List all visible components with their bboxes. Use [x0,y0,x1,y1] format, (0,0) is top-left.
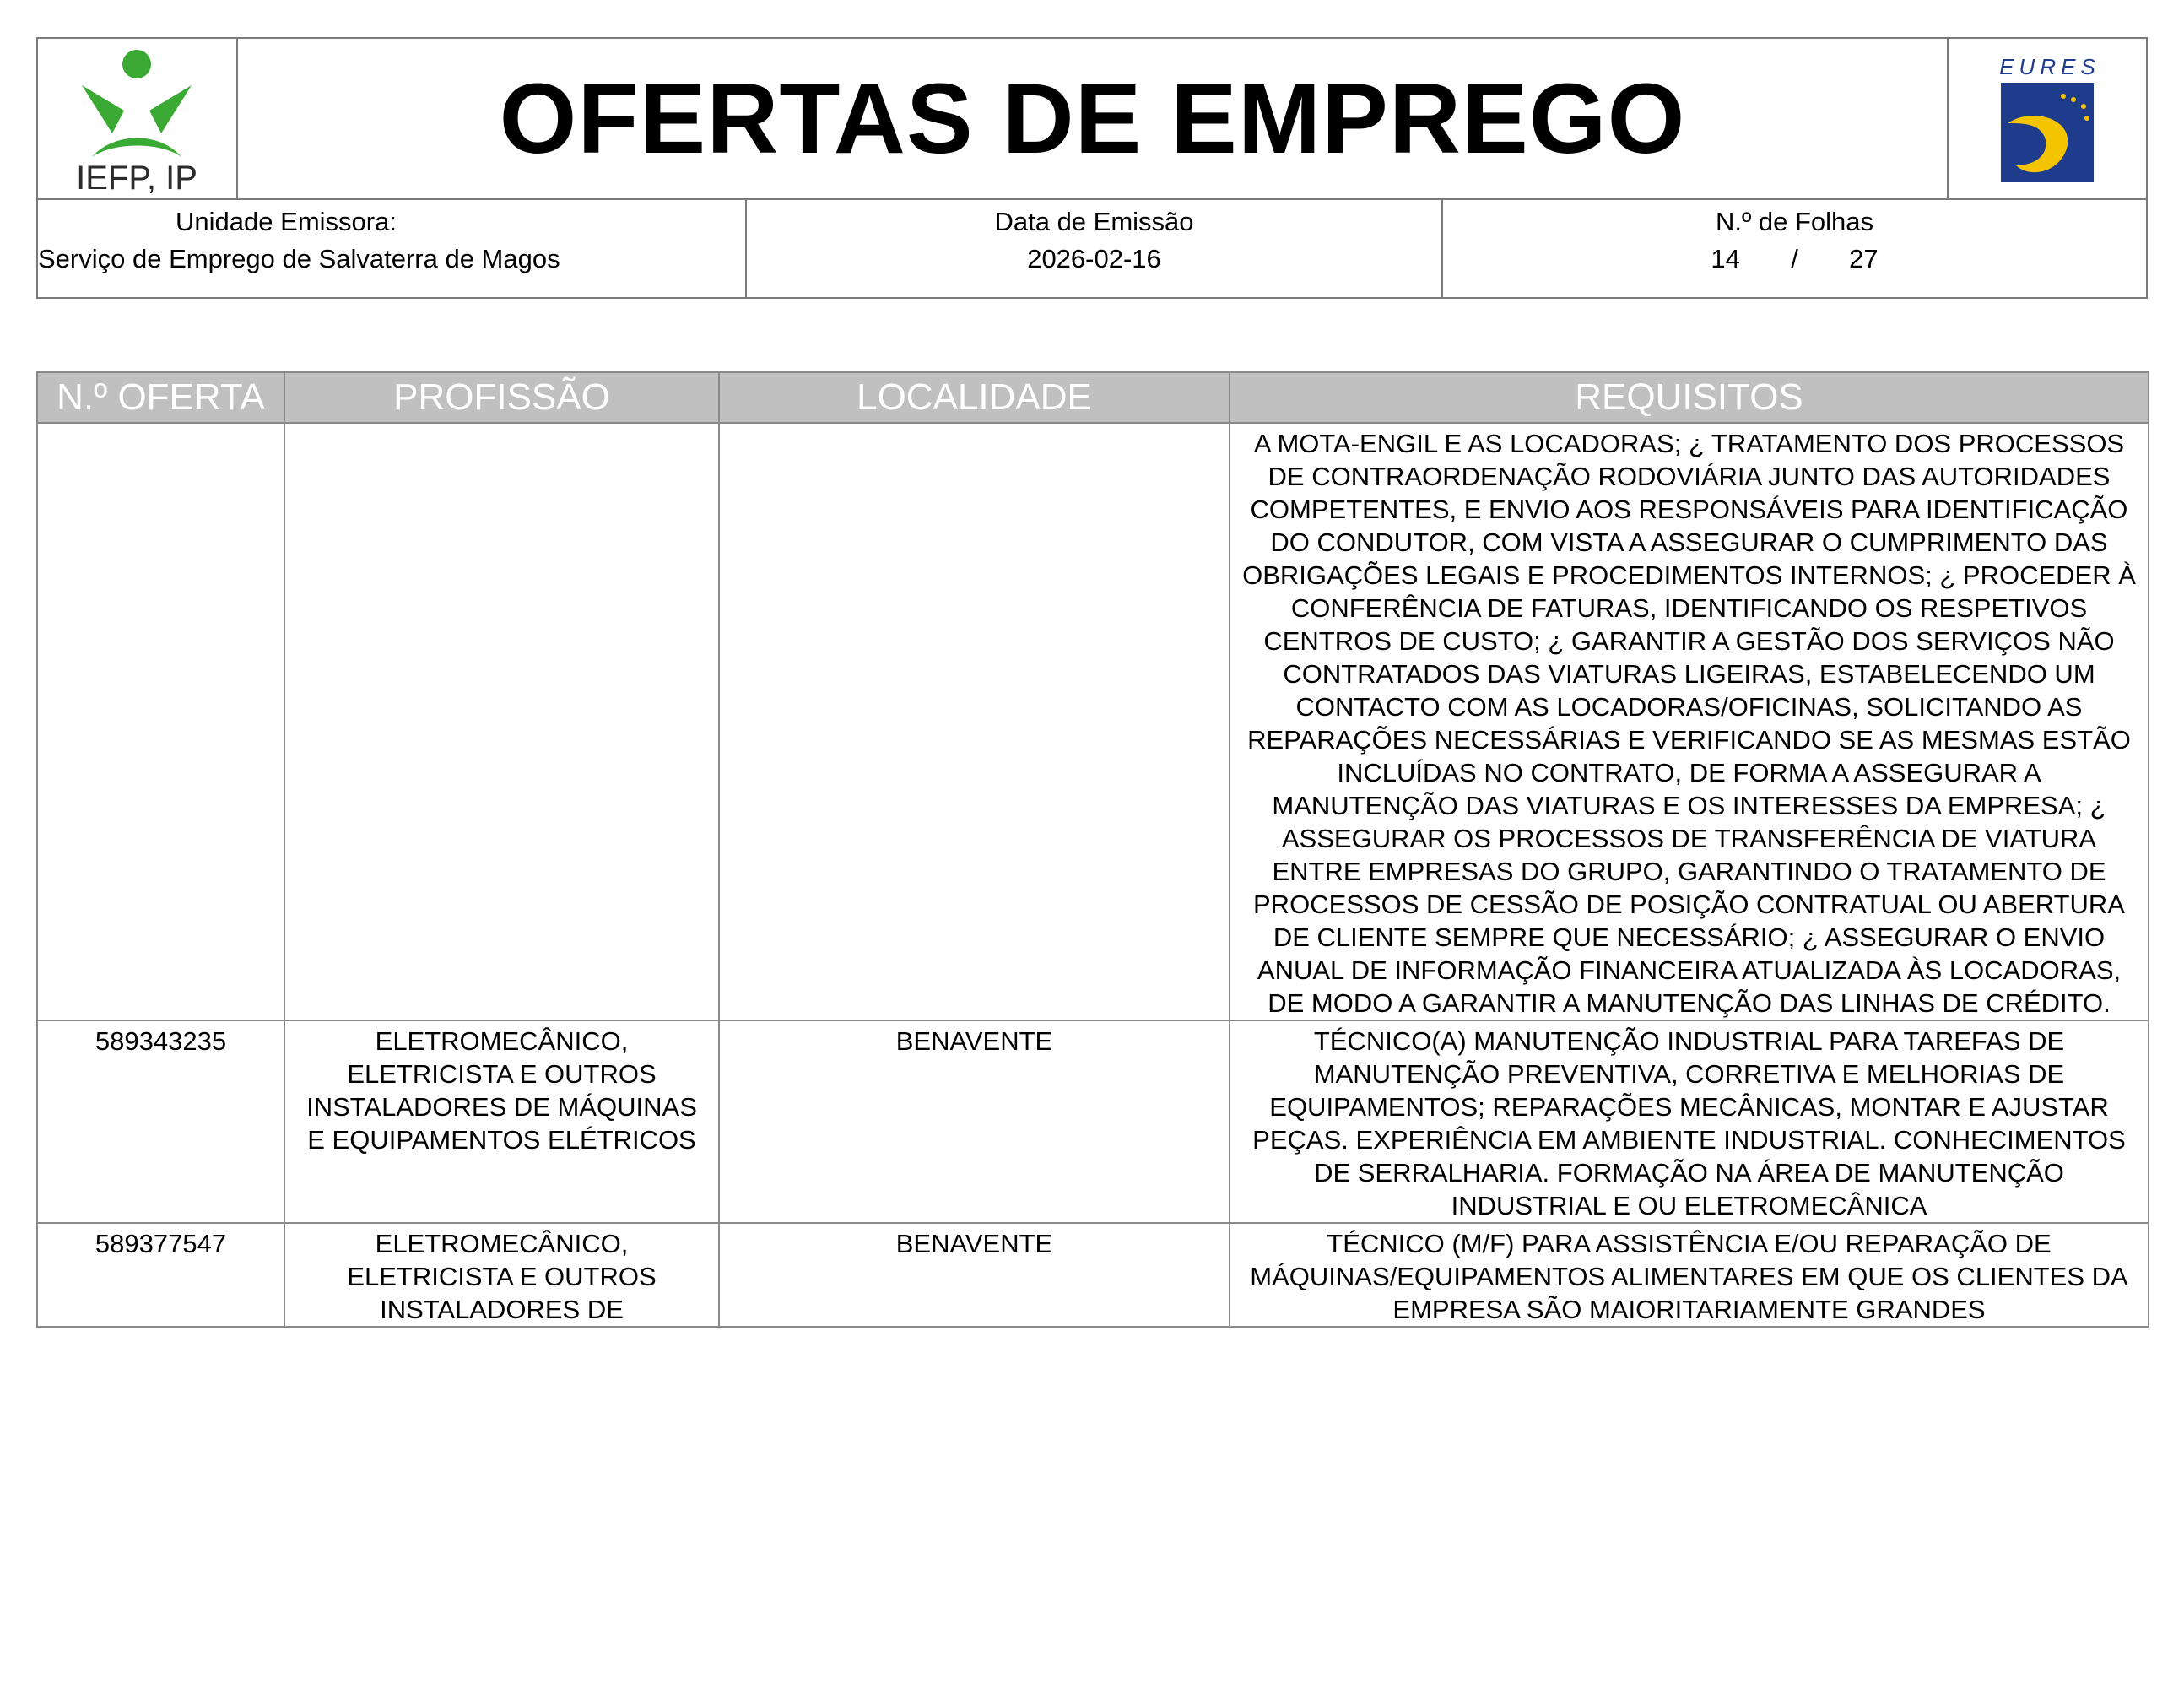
table-row [37,1020,2149,1223]
sheets-cell [1443,200,2146,297]
col-header-profession: PROFISSÃO [284,372,719,423]
offer-number: 589343235 [37,1020,284,1223]
profession: ELETROMECÂNICO, ELETRICISTA E OUTROS INSTALADORES DE MÁQUINAS E EQUIPAMENTOS ELÉTRICOS [284,1020,719,1223]
col-header-locality: LOCALIDADE [719,372,1230,423]
header-top-row [38,39,2146,200]
document-header [36,37,2148,299]
requirements: TÉCNICO (M/F) PARA ASSISTÊNCIA E/OU REPARAÇÃO DE MÁQUINAS/EQUIPAMENTOS ALIMENTARES EM QUE OS CLIENTES DA EMPRESA SÃO MAIORITARIAMENTE GRANDES [1230,1223,2149,1327]
table-header-row [37,372,2149,423]
svg-text:EURES: EURES [1999,54,2100,79]
issuing-unit-value: Serviço de Emprego de Salvaterra de Magos [38,244,560,273]
sheets-label: N.º de Folhas [1715,207,1874,236]
locality: BENAVENTE [719,1223,1230,1327]
iefp-logo-icon [38,39,235,198]
offer-number [37,423,284,1020]
sheets-value: 14 / 27 [1711,244,1879,273]
table-row [37,423,2149,1020]
col-header-offer: N.º OFERTA [37,372,284,423]
issuing-unit-label: Unidade Emissora: [176,207,397,236]
issuing-unit-cell [38,200,747,297]
header-info-row [38,200,2146,297]
offer-number: 589377547 [37,1223,284,1327]
eures-logo-icon [1949,39,2144,198]
job-offers-table [36,371,2149,1328]
table-row [37,1223,2149,1327]
requirements: TÉCNICO(A) MANUTENÇÃO INDUSTRIAL PARA TAREFAS DE MANUTENÇÃO PREVENTIVA, CORRETIVA E MELHORIAS DE EQUIPAMENTOS; REPARAÇÕES MECÂNICAS, MONTAR E AJUSTAR PEÇAS. EXPERIÊNCIA EM AMBIENTE INDUSTRIAL. CONHECIMENTOS DE SERRALHARIA. FORMAÇÃO NA ÁREA DE MANUTENÇÃO INDUSTRIAL E OU ELETROMECÂNICA [1230,1020,2149,1223]
locality: BENAVENTE [719,1020,1230,1223]
issue-date-label: Data de Emissão [994,207,1194,236]
title-cell [238,39,1947,198]
profession [284,423,719,1020]
issue-date-value: 2026-02-16 [1027,244,1161,273]
profession: ELETROMECÂNICO, ELETRICISTA E OUTROS INSTALADORES DE [284,1223,719,1327]
iefp-logo [38,39,238,198]
eures-logo [1947,39,2146,198]
svg-text:IEFP, IP: IEFP, IP [76,160,197,197]
requirements: A MOTA-ENGIL E AS LOCADORAS; ¿ TRATAMENTO DOS PROCESSOS DE CONTRAORDENAÇÃO RODOVIÁRIA JUNTO DAS AUTORIDADES COMPETENTES, E ENVIO AOS RESPONSÁVEIS PARA IDENTIFICAÇÃO DO CONDUTOR, COM VISTA A ASSEGURAR O CUMPRIMENTO DAS OBRIGAÇÕES LEGAIS E PROCEDIMENTOS INTERNOS; ¿ PROCEDER À CONFERÊNCIA DE FATURAS, IDENTIFICANDO OS RESPETIVOS CENTROS DE CUSTO; ¿ GARANTIR A GESTÃO DOS SERVIÇOS NÃO CONTRATADOS DAS VIATURAS LIGEIRAS, ESTABELECENDO UM CONTACTO COM AS LOCADORAS/OFICINAS, SOLICITANDO AS REPARAÇÕES NECESSÁRIAS E VERIFICANDO SE AS MESMAS ESTÃO INCLUÍDAS NO CONTRATO, DE FORMA A ASSEGURAR A MANUTENÇÃO DAS VIATURAS E OS INTERESSES DA EMPRESA; ¿ ASSEGURAR OS PROCESSOS DE TRANSFERÊNCIA DE VIATURA ENTRE EMPRESAS DO GRUPO, GARANTINDO O TRATAMENTO DE PROCESSOS DE CESSÃO DE POSIÇÃO CONTRATUAL OU ABERTURA DE CLIENTE SEMPRE QUE NECESSÁRIO; ¿ ASSEGURAR O ENVIO ANUAL DE INFORMAÇÃO FINANCEIRA ATUALIZADA ÀS LOCADORAS, DE MODO A GARANTIR A MANUTENÇÃO DAS LINHAS DE CRÉDITO. [1230,423,2149,1020]
issue-date-cell [747,200,1443,297]
locality [719,423,1230,1020]
col-header-requirements: REQUISITOS [1230,372,2149,423]
page-title: OFERTAS DE EMPREGO [499,62,1686,175]
